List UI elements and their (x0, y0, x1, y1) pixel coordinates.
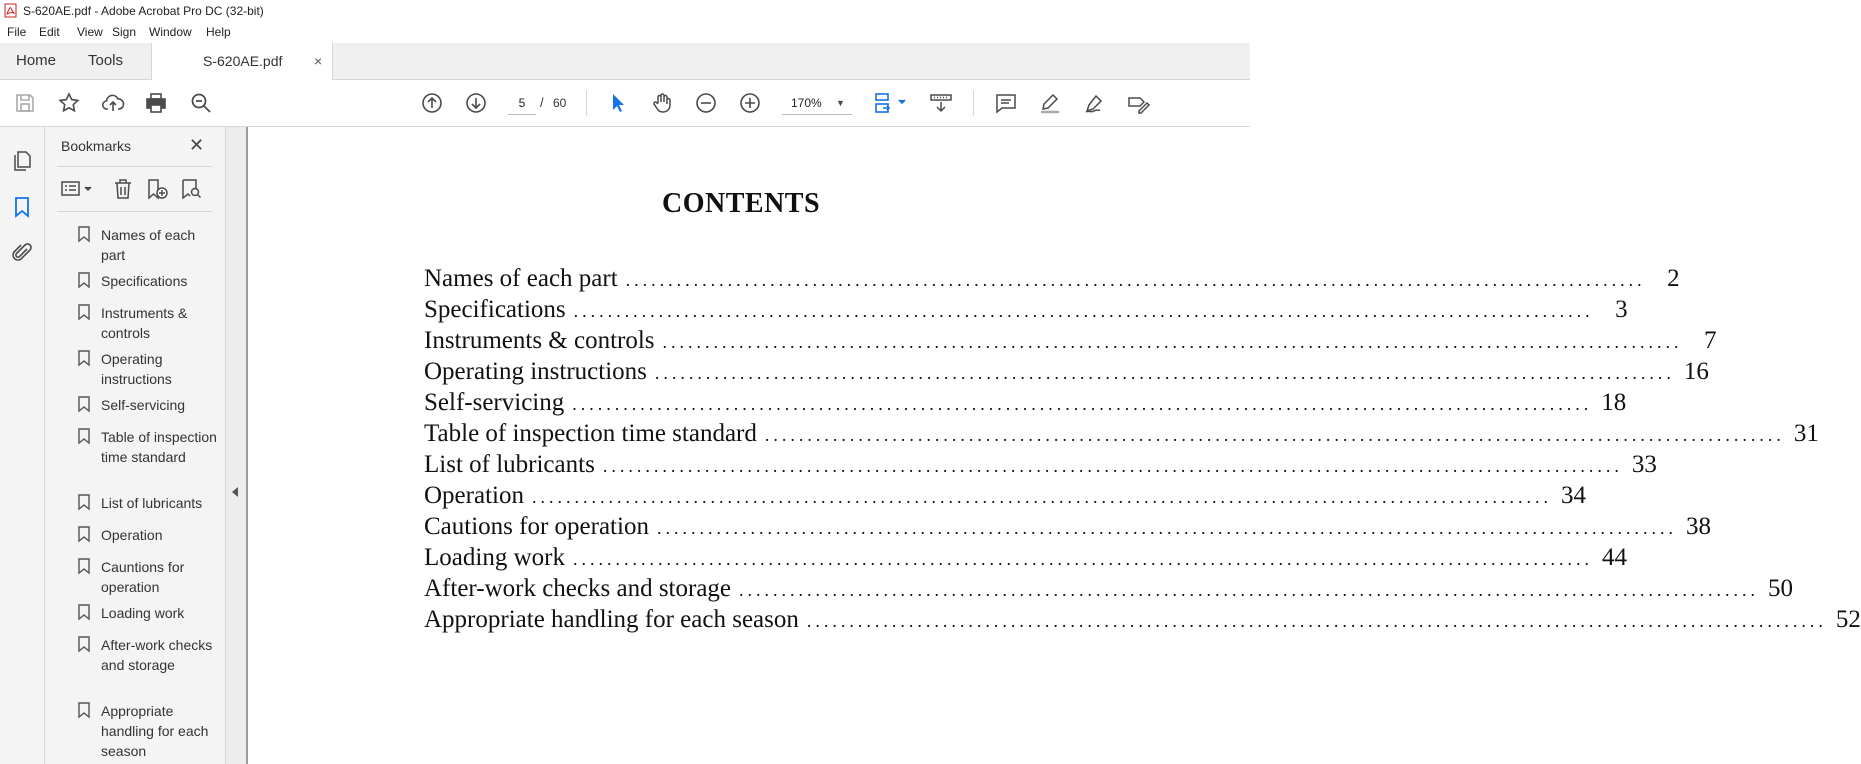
toc-title: Instruments & controls (424, 327, 655, 354)
toc-leader: ........................................................................................................................ (531, 487, 1552, 507)
tab-document[interactable] (151, 43, 333, 80)
bookmark-icon (78, 604, 90, 620)
toc-leader: ........................................................................................................................ (572, 549, 1593, 569)
toc-page: 16 (1683, 358, 1709, 385)
toc-page: 38 (1685, 513, 1711, 540)
page-thumbnails-icon[interactable] (10, 149, 34, 173)
toc-entry (424, 389, 1627, 420)
toc-title: Names of each part (424, 265, 618, 292)
tab-tools[interactable]: Tools (88, 52, 124, 69)
select-cursor-icon[interactable] (606, 91, 630, 115)
toc-title: Operating instructions (424, 358, 647, 385)
toc-title: List of lubricants (424, 451, 595, 478)
scroll-mode-icon[interactable] (929, 91, 953, 115)
toc-page: 50 (1768, 575, 1794, 602)
menu-help[interactable]: Help (206, 25, 231, 39)
toc-title: Operation (424, 482, 524, 509)
highlight-pen-icon[interactable] (1038, 91, 1062, 115)
toc-title: After-work checks and storage (424, 575, 732, 602)
zoom-select[interactable] (782, 92, 852, 115)
previous-page-icon[interactable] (420, 91, 444, 115)
attachments-icon[interactable] (10, 241, 34, 265)
page-total: 60 (553, 96, 567, 110)
bookmark-label: Names of each part (101, 227, 196, 263)
draw-pen-icon[interactable] (1082, 91, 1106, 115)
bookmark-icon (78, 350, 90, 366)
zoom-value: 170% (791, 96, 822, 110)
toc-page: 34 (1560, 482, 1586, 509)
toc-page: 52 (1835, 606, 1861, 633)
toc-page: 31 (1793, 420, 1819, 447)
divider (57, 211, 212, 212)
toc-page: 3 (1615, 296, 1628, 323)
toc-entry (424, 327, 1717, 358)
bookmark-label: Loading work (101, 605, 185, 621)
bookmark-icon (78, 226, 90, 242)
toc-entry (424, 420, 1819, 451)
toolbar (0, 80, 1250, 127)
find-bookmark-icon[interactable] (179, 177, 203, 201)
toc-page: 33 (1631, 451, 1657, 478)
toc-leader: ........................................................................................................................ (739, 580, 1760, 600)
close-panel-button[interactable]: ✕ (189, 135, 205, 155)
bookmark-icon (78, 702, 90, 718)
toc-title: Appropriate handling for each season (424, 606, 799, 633)
toolbar-divider (973, 90, 974, 116)
upload-cloud-icon[interactable] (101, 91, 125, 115)
menu-file[interactable]: File (7, 25, 27, 39)
toc-entry (424, 606, 1861, 637)
toc-title: Self-servicing (424, 389, 565, 416)
toc-leader: ........................................................................................................................ (602, 456, 1623, 476)
save-icon[interactable] (13, 91, 37, 115)
toc-leader: ........................................................................................................................ (656, 518, 1677, 538)
bookmark-icon (78, 272, 90, 288)
toc-leader: ........................................................................................................................ (572, 394, 1593, 414)
toc-title: Cautions for operation (424, 513, 649, 540)
new-bookmark-icon[interactable] (145, 177, 169, 201)
zoom-in-icon[interactable] (738, 91, 762, 115)
toc-entry (424, 544, 1627, 575)
bookmark-label: Cauntions for operation (101, 559, 185, 595)
bookmarks-icon[interactable] (10, 195, 34, 219)
chevron-down-icon: ▼ (836, 98, 845, 108)
bookmark-icon (78, 304, 90, 320)
document-heading: CONTENTS (662, 188, 821, 219)
toc-leader: ........................................................................................................................ (662, 332, 1683, 352)
navigation-rail (0, 127, 45, 764)
page-number-input[interactable]: 5 (508, 92, 536, 115)
tab-document-label: S-620AE.pdf (203, 53, 283, 69)
toc-leader: ........................................................................................................................ (806, 611, 1827, 631)
toc-entry (424, 358, 1709, 389)
menu-bar (0, 22, 1250, 42)
panel-splitter[interactable] (225, 127, 246, 764)
bookmark-label: After-work checks and storage (101, 637, 213, 673)
bookmark-star-icon[interactable] (57, 91, 81, 115)
print-icon[interactable] (144, 91, 168, 115)
comment-icon[interactable] (994, 91, 1018, 115)
bookmark-options-icon[interactable] (59, 177, 95, 201)
search-zoom-icon[interactable] (189, 91, 213, 115)
toc-leader: ........................................................................................................................ (654, 363, 1675, 383)
menu-edit[interactable]: Edit (39, 25, 60, 39)
toc-entry (424, 482, 1586, 513)
tab-close-button[interactable]: × (314, 53, 323, 69)
bookmark-label: Operation (101, 527, 163, 543)
toc-title: Specifications (424, 296, 566, 323)
collapse-panel-icon[interactable] (232, 487, 238, 497)
bookmarks-panel-title: Bookmarks (61, 138, 132, 154)
menu-window[interactable]: Window (149, 25, 192, 39)
next-page-icon[interactable] (464, 91, 488, 115)
bookmark-label: Appropriate handling for each season (101, 703, 209, 759)
toolbar-divider (586, 90, 587, 116)
window-title: S-620AE.pdf - Adobe Acrobat Pro DC (32-bit) (23, 4, 264, 18)
toc-leader: ........................................................................................................................ (764, 425, 1785, 445)
bookmark-icon (78, 428, 90, 444)
bookmarks-panel (45, 127, 225, 764)
tab-bar (0, 43, 1250, 80)
bookmark-icon (78, 494, 90, 510)
divider (57, 166, 212, 167)
bookmark-label: Operating instructions (101, 351, 172, 387)
toc-entry (424, 265, 1680, 296)
menu-view[interactable]: View (77, 25, 103, 39)
toc-title: Loading work (424, 544, 565, 571)
toc-entry (424, 513, 1711, 544)
bookmark-icon (78, 526, 90, 542)
delete-bookmark-icon[interactable] (111, 177, 135, 201)
toc-entry (424, 296, 1628, 327)
page-separator: / (540, 95, 544, 110)
toc-entry (424, 451, 1657, 482)
toc-leader: ........................................................................................................................ (625, 270, 1646, 290)
bookmark-label: Table of inspection time standard (101, 429, 217, 465)
bookmark-label: Specifications (101, 273, 188, 289)
toc-page: 2 (1667, 265, 1680, 292)
menu-sign[interactable]: Sign (112, 25, 137, 39)
fill-sign-icon[interactable] (1126, 91, 1150, 115)
bookmark-label: List of lubricants (101, 495, 203, 511)
toc-title: Table of inspection time standard (424, 420, 757, 447)
bookmark-icon (78, 636, 90, 652)
zoom-out-icon[interactable] (694, 91, 718, 115)
bookmark-icon (78, 396, 90, 412)
title-bar (0, 0, 1250, 22)
hand-tool-icon[interactable] (650, 91, 674, 115)
toc-page: 44 (1601, 544, 1627, 571)
toc-page: 18 (1601, 389, 1627, 416)
toc-page: 7 (1704, 327, 1717, 354)
tab-home[interactable]: Home (16, 52, 57, 69)
bookmark-icon (78, 558, 90, 574)
toc-entry (424, 575, 1794, 606)
bookmark-label: Self-servicing (101, 397, 186, 413)
acrobat-icon (5, 4, 16, 17)
toc-leader: ........................................................................................................................ (573, 301, 1594, 321)
page-display-icon[interactable] (873, 91, 909, 115)
bookmark-label: Instruments & controls (101, 305, 188, 341)
